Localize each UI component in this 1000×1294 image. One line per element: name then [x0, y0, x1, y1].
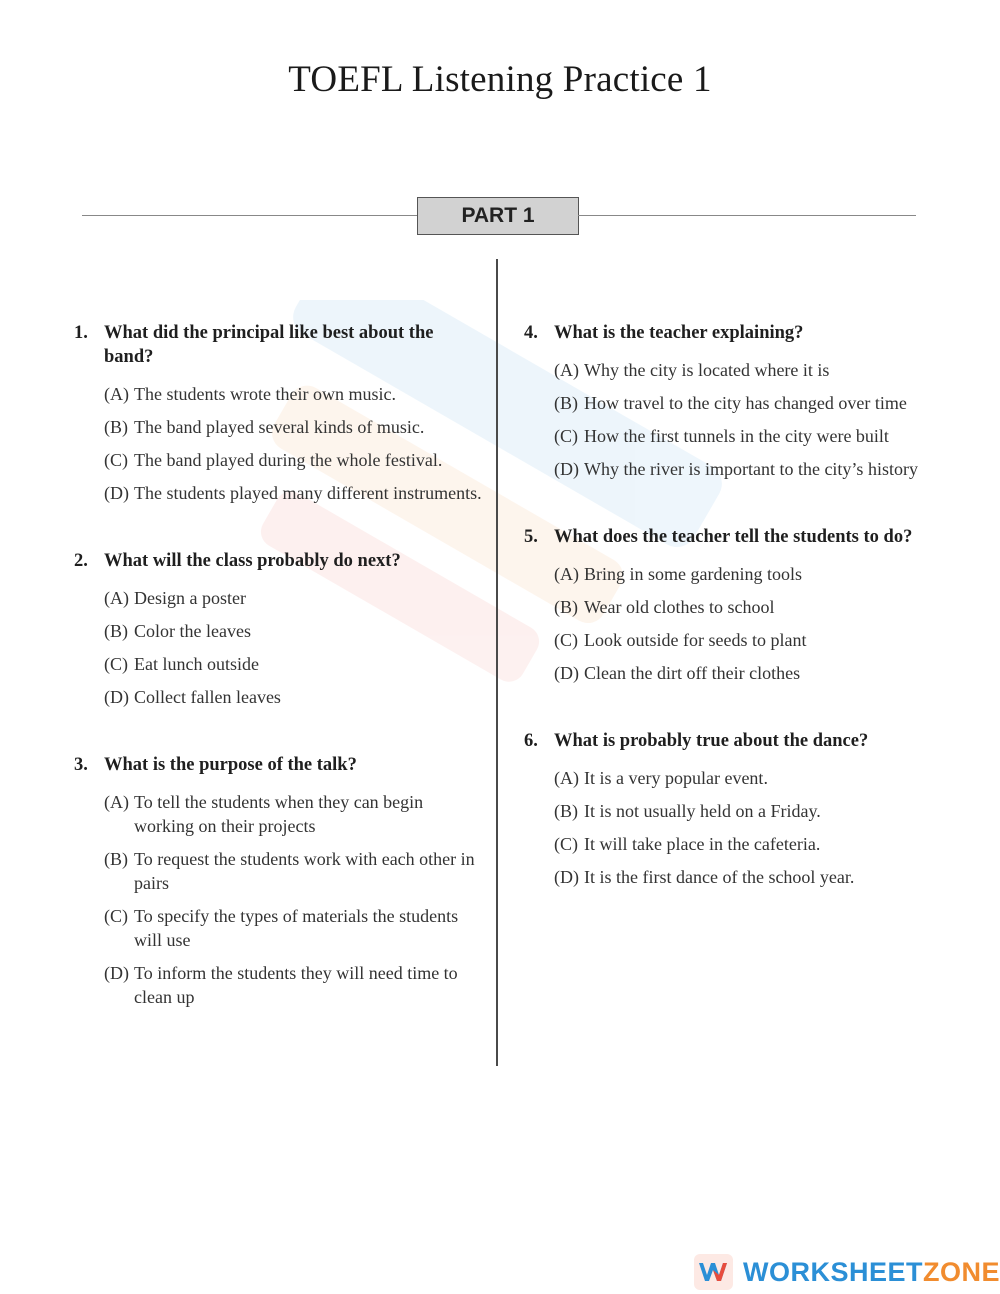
question-5 — [524, 525, 924, 685]
question-text: What is probably true about the dance? — [554, 731, 869, 751]
option-text: The students wrote their own music. — [134, 384, 396, 404]
option-letter: (D) — [554, 459, 579, 479]
logo-wordmark — [743, 1257, 1000, 1288]
option-letter: (B) — [104, 621, 128, 641]
option-text: Wear old clothes to school — [584, 597, 775, 617]
option-letter: (C) — [554, 630, 578, 650]
question-text: What is the teacher explaining? — [554, 323, 804, 343]
option-letter: (A) — [554, 768, 579, 788]
option-letter: (C) — [104, 450, 128, 470]
option-text: To request the students work with each other in pairs — [134, 849, 475, 893]
logo-text-part1: WORKSHEET — [742, 1256, 923, 1287]
question-2 — [74, 549, 484, 709]
question-3 — [74, 753, 484, 1009]
worksheetzone-logo[interactable] — [694, 1250, 1000, 1294]
logo-mark-icon — [694, 1254, 733, 1290]
option-a — [554, 358, 924, 382]
option-list — [554, 766, 924, 889]
option-b — [104, 415, 484, 439]
option-letter: (B) — [554, 597, 578, 617]
header-rule-right — [578, 215, 916, 216]
header-rule-left — [82, 215, 418, 216]
option-b — [554, 391, 924, 415]
option-c — [554, 424, 924, 448]
question-number: 5. — [524, 527, 538, 547]
option-text: To tell the students when they can begin working on their projects — [134, 792, 424, 836]
option-letter: (A) — [554, 564, 579, 584]
option-text: Why the city is located where it is — [584, 360, 830, 380]
option-text: Look outside for seeds to plant — [584, 630, 807, 650]
option-d — [554, 661, 924, 685]
option-letter: (B) — [104, 417, 128, 437]
option-a — [104, 382, 484, 406]
option-a — [554, 562, 924, 586]
option-letter: (B) — [104, 849, 128, 869]
option-d — [104, 685, 484, 709]
option-b — [104, 619, 484, 643]
question-text: What does the teacher tell the students to do? — [554, 527, 913, 547]
option-b — [104, 847, 484, 895]
question-number: 6. — [524, 731, 538, 751]
option-text: Color the leaves — [134, 621, 251, 641]
option-text: How the first tunnels in the city were built — [584, 426, 889, 446]
question-1 — [74, 321, 484, 505]
page-title: TOEFL Listening Practice 1 — [288, 59, 712, 100]
option-letter: (A) — [554, 360, 579, 380]
option-letter: (C) — [554, 426, 578, 446]
option-c — [554, 628, 924, 652]
option-letter: (A) — [104, 792, 129, 812]
option-text: It is the first dance of the school year. — [584, 867, 855, 887]
option-text: Design a poster — [134, 588, 246, 608]
logo-text-part2: ZONE — [922, 1256, 1000, 1287]
question-text: What will the class probably do next? — [104, 551, 401, 571]
question-text: What is the purpose of the talk? — [104, 755, 357, 775]
option-c — [104, 448, 484, 472]
option-text: Eat lunch outside — [134, 654, 259, 674]
option-b — [554, 799, 924, 823]
option-letter: (C) — [554, 834, 578, 854]
part-label: PART 1 — [417, 197, 579, 235]
question-6 — [524, 729, 924, 889]
option-d — [554, 457, 924, 481]
option-a — [554, 766, 924, 790]
option-text: It is a very popular event. — [584, 768, 768, 788]
option-c — [554, 832, 924, 856]
option-d — [104, 961, 484, 1009]
option-list — [104, 790, 484, 1009]
option-letter: (D) — [554, 867, 579, 887]
option-text: To specify the types of materials the students will use — [134, 906, 459, 950]
option-text: The students played many different instruments. — [134, 483, 482, 503]
option-letter: (B) — [554, 393, 578, 413]
option-letter: (B) — [554, 801, 578, 821]
column-divider — [496, 259, 498, 1066]
question-text: What did the principal like best about the band? — [104, 323, 434, 367]
option-letter: (A) — [104, 588, 129, 608]
right-column — [524, 321, 924, 933]
option-text: Clean the dirt off their clothes — [584, 663, 801, 683]
option-a — [104, 790, 484, 838]
option-list — [554, 562, 924, 685]
option-text: The band played during the whole festival. — [134, 450, 443, 470]
option-text: How travel to the city has changed over time — [584, 393, 907, 413]
option-text: Why the river is important to the city’s history — [584, 459, 918, 479]
option-letter: (D) — [554, 663, 579, 683]
question-number: 2. — [74, 551, 88, 571]
option-text: The band played several kinds of music. — [134, 417, 425, 437]
option-text: It is not usually held on a Friday. — [584, 801, 821, 821]
option-c — [104, 652, 484, 676]
option-c — [104, 904, 484, 952]
option-d — [104, 481, 484, 505]
option-d — [554, 865, 924, 889]
question-number: 4. — [524, 323, 538, 343]
option-a — [104, 586, 484, 610]
option-letter: (A) — [104, 384, 129, 404]
question-number: 3. — [74, 755, 88, 775]
option-letter: (D) — [104, 687, 129, 707]
option-text: It will take place in the cafeteria. — [584, 834, 821, 854]
option-text: To inform the students they will need time to clean up — [134, 963, 458, 1007]
left-column — [74, 321, 484, 1053]
option-letter: (C) — [104, 654, 128, 674]
option-list — [104, 382, 484, 505]
option-list — [554, 358, 924, 481]
option-letter: (D) — [104, 963, 129, 983]
option-letter: (D) — [104, 483, 129, 503]
option-text: Collect fallen leaves — [134, 687, 281, 707]
question-4 — [524, 321, 924, 481]
option-text: Bring in some gardening tools — [584, 564, 802, 584]
question-number: 1. — [74, 323, 88, 343]
option-b — [554, 595, 924, 619]
option-letter: (C) — [104, 906, 128, 926]
option-list — [104, 586, 484, 709]
